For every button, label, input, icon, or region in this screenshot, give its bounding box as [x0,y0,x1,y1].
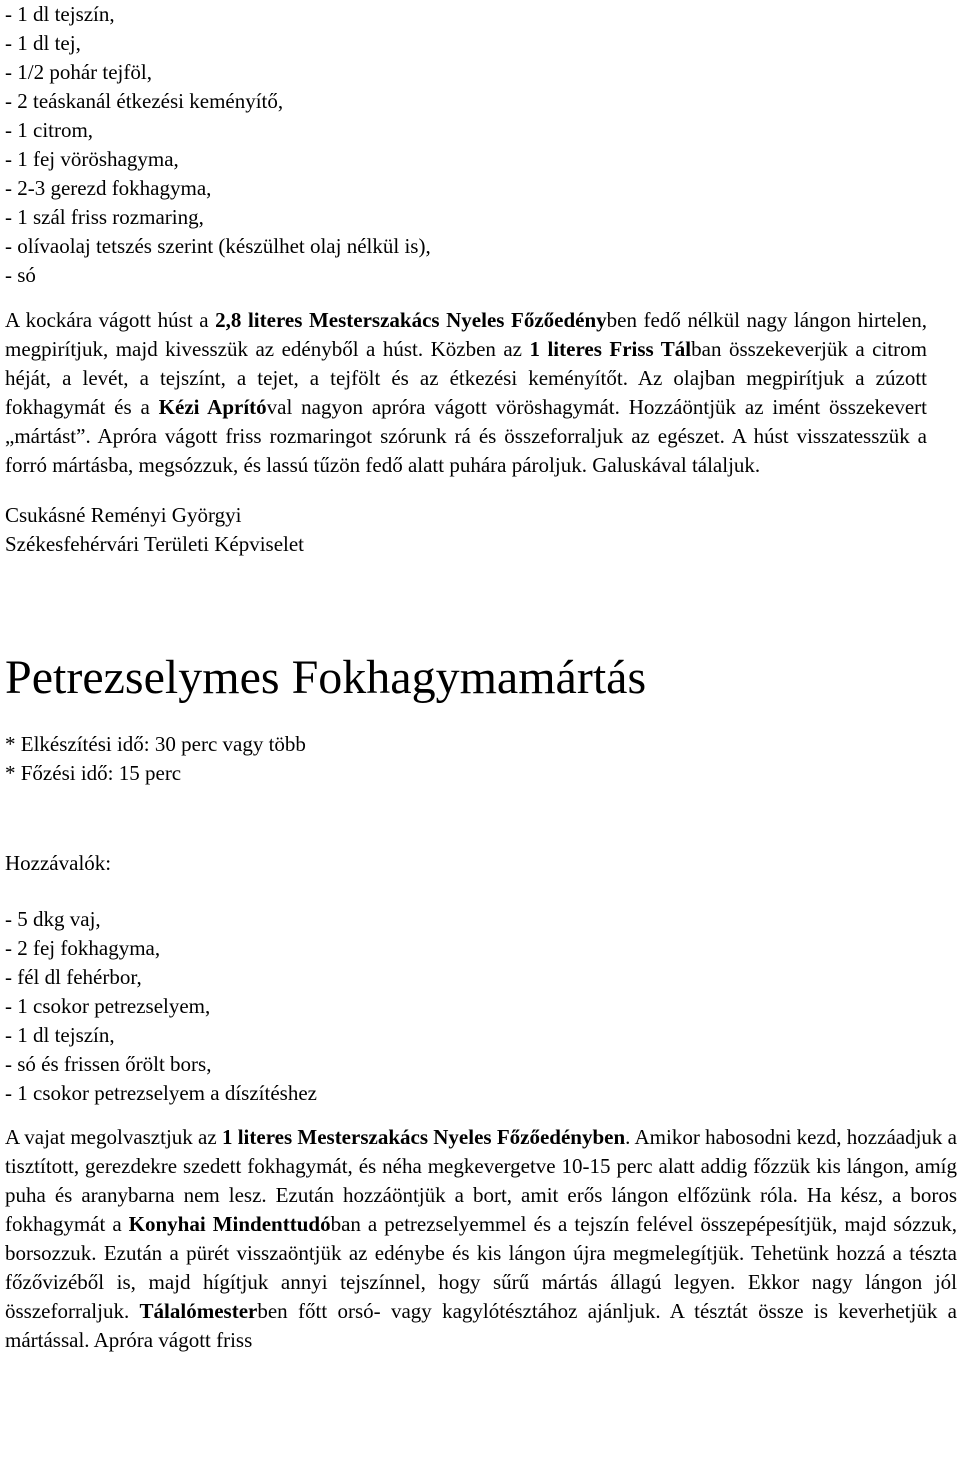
ingredient-item: - 1 citrom, [5,118,94,142]
product-name: Tálalómester [139,1299,258,1323]
recipe-instructions [5,306,927,480]
instruction-text: A vajat megolvasztjuk az [5,1125,222,1149]
ingredient-item: - 1 csokor petrezselyem, [5,994,211,1018]
ingredient-item: - olívaolaj tetszés szerint (készülhet olaj nélkül is), [5,234,431,258]
ingredient-list [5,0,960,290]
instruction-text: A kockára vágott húst a [5,308,216,332]
ingredient-item: - 1 dl tejszín, [5,2,115,26]
ingredient-item: - só és frissen őrölt bors, [5,1052,212,1076]
ingredient-item: - 2-3 gerezd fokhagyma, [5,176,212,200]
author-name: Csukásné Reményi Györgyi [5,503,242,527]
recipe-instructions [5,1123,957,1355]
cook-time: * Főzési idő: 15 perc [5,761,182,785]
instruction-text: . Amikor habosodni kezd, hozzáadjuk a tisztított, gerezdekre szedett fokhagymát, és néha megkevergetve 10-15 perc alatt addig főzzük kis lángon, amíg puha és aranybarna nem lesz. Ezután hozzáöntjük a bort, amit erős lángon elfőzünk róla. Ha kész, a boros fokhagymát a [5,1125,958,1236]
recipe-title: Petrezselymes Fokhagymamártás [5,651,647,704]
ingredients-label: Hozzávalók: [5,851,112,875]
instruction-text: ban összekeverjük a citrom héját, a levét, a tejszínt, a tejet, a tejfölt és az étkezési keményítőt. Az olajban megpirítjuk a zúzott fokhagymát és a [5,337,927,419]
instruction-text: val nagyon apróra vágott vöröshagymát. Hozzáöntjük az imént összekevert „mártást”. Apróra vágott friss rozmaringot szórunk rá és összeforraljuk az egészet. A húst visszatesszük a forró mártásba, megsózzuk, és lassú tűzön fedő alatt puhára pároljuk. Galuskával tálaljuk. [5,395,927,477]
instruction-text: ben fedő nélkül nagy lángon hirtelen, megpirítjuk, majd kivesszük az edényből a húst. Közben az [5,308,928,361]
instruction-text: ben főtt orsó- vagy kagylótésztához ajánljuk. A tésztát össze is keverhetjük a mártással. Apróra vágott friss [5,1299,958,1352]
product-name: Konyhai Mindenttudó [128,1212,331,1236]
document-page [5,0,960,1355]
ingredient-item: - 1 csokor petrezselyem a díszítéshez [5,1081,317,1105]
product-name: Kézi Aprító [158,395,267,419]
ingredient-list [5,905,960,1108]
product-name: 1 literes Mesterszakács Nyeles Főzőedényben [221,1125,626,1149]
instruction-text: ban a petrezselyemmel és a tejszín felével összepépesítjük, majd sózzuk, borsozzuk. Ezután a pürét visszaöntjük az edénybe és kis lángon újra megmelegítjük. Tehetünk hozzá a tészta főzővizéből is, majd hígítjuk annyi tejszínnel, hogy sűrű mártás állagú legyen. Ekkor nagy lángon jól összeforraljuk. [5,1212,957,1323]
ingredient-item: - 1 dl tejszín, [5,1023,115,1047]
prep-time: * Elkészítési idő: 30 perc vagy több [5,732,306,756]
ingredient-item: - 1 dl tej, [5,31,81,55]
author-office: Székesfehérvári Területi Képviselet [5,532,305,556]
ingredient-item: - só [5,263,36,287]
ingredient-item: - 5 dkg vaj, [5,907,101,931]
ingredient-item: - fél dl fehérbor, [5,965,142,989]
ingredient-item: - 1 fej vöröshagyma, [5,147,179,171]
ingredient-item: - 1 szál friss rozmaring, [5,205,204,229]
ingredient-item: - 1/2 pohár tejföl, [5,60,152,84]
ingredient-item: - 2 fej fokhagyma, [5,936,161,960]
product-name: 2,8 literes Mesterszakács Nyeles Főzőedény [215,308,607,332]
ingredient-item: - 2 teáskanál étkezési keményítő, [5,89,284,113]
product-name: 1 literes Friss Tál [529,337,692,361]
